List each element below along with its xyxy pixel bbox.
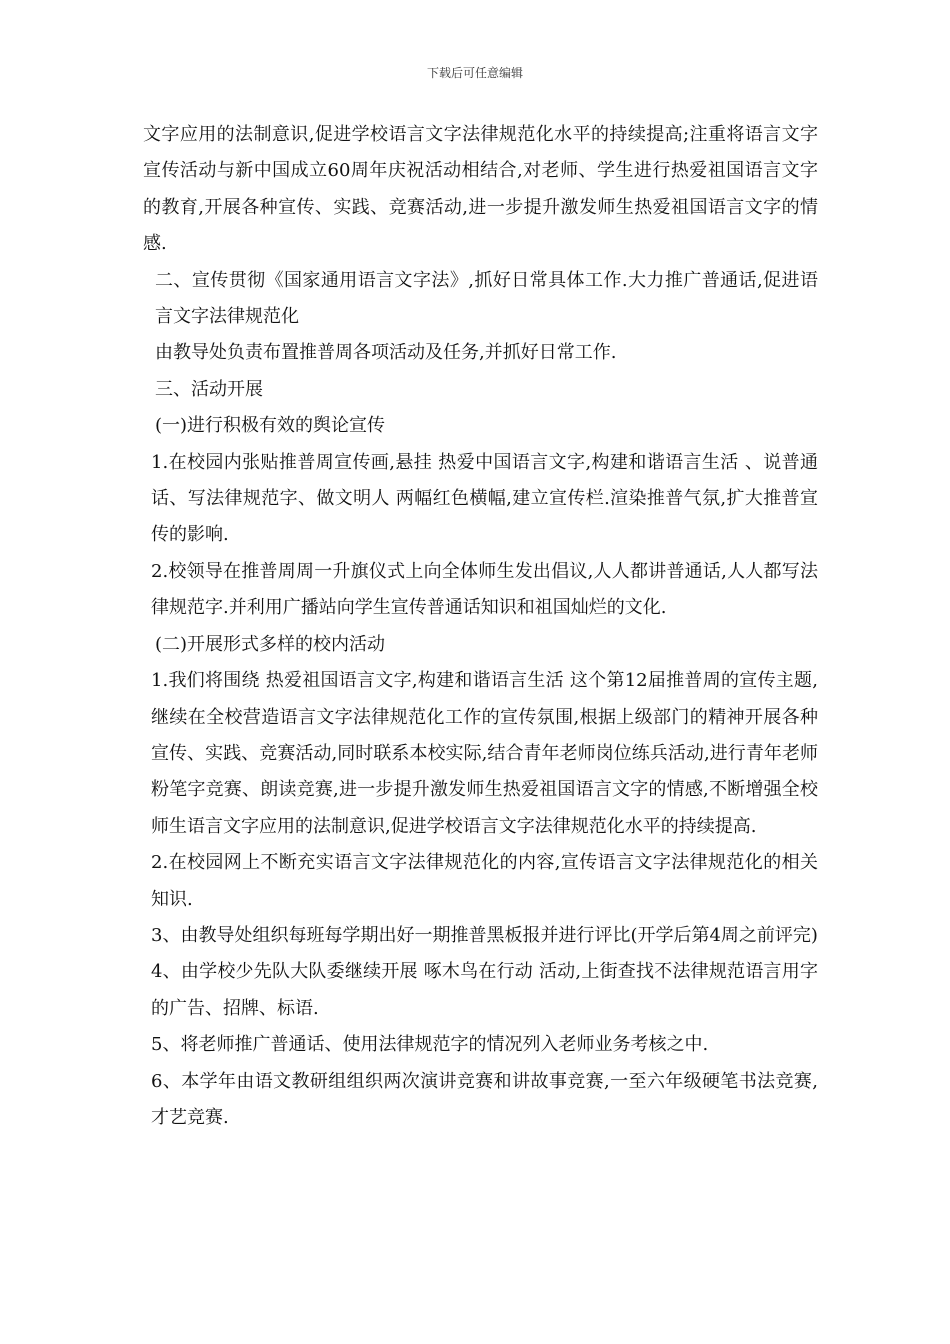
subsection-heading-1: (一)进行积极有效的舆论宣传 (155, 415, 386, 437)
list-item: 2.在校园网上不断充实语言文字法律规范化的内容,宣传语言文字法律规范化的相关知识. (151, 852, 818, 910)
list-item: 1.在校园内张贴推普周宣传画,悬挂 热爱中国语言文字,构建和谐语言生活 、说普通话、写法律规范字、做文明人 两幅红色横幅,建立宣传栏.渲染推普气氛,扩大推普宣传的影响. (151, 451, 818, 546)
paragraph: 由教导处负责布置推普周各项活动及任务,并抓好日常工作. (155, 342, 617, 364)
list-item: 2.校领导在推普周周一升旗仪式上向全体师生发出倡议,人人都讲普通话,人人都写法律规范字.并利用广播站向学生宣传普通话知识和祖国灿烂的文化. (151, 560, 818, 619)
document-body (143, 117, 818, 1136)
list-item: 4、由学校少先队大队委继续开展 啄木鸟在行动 活动,上街查找不法律规范语言用字的广告、招牌、标语. (151, 961, 818, 1019)
list-item: 1.我们将围绕 热爱祖国语言文字,构建和谐语言生活 这个第12届推普周的宣传主题,继续在全校营造语言文字法律规范化工作的宣传氛围,根据上级部门的精神开展各种宣传、实践、竞赛活动,同时联系本校实际,结合青年老师岗位练兵活动,进行青年老师粉笔字竞赛、朗读竞赛,进一步提升激发师生热爱祖国语言文字的情感,不断增强全校师生语言文字应用的法制意识,促进学校语言文字法律规范化水平的持续提高. (151, 670, 818, 837)
paragraph-intro-continued: 文字应用的法制意识,促进学校语言文字法律规范化水平的持续提高;注重将语言文字宣传活动与新中国成立60周年庆祝活动相结合,对老师、学生进行热爱祖国语言文字的教育,开展各种宣传、实践、竞赛活动,进一步提升激发师生热爱祖国语言文字的情感. (143, 124, 818, 255)
list-item: 6、本学年由语文教研组组织两次演讲竞赛和讲故事竞赛,一至六年级硬笔书法竞赛,才艺竞赛. (151, 1070, 818, 1128)
page-header: 下载后可任意编辑 (426, 66, 523, 80)
section-heading-3: 三、活动开展 (155, 378, 263, 400)
subsection-heading-2: (二)开展形式多样的校内活动 (155, 633, 386, 655)
section-heading-2: 二、宣传贯彻《国家通用语言文字法》,抓好日常具体工作.大力推广普通话,促进语言文字法律规范化 (155, 269, 818, 328)
list-item: 3、由教导处组织每班每学期出好一期推普黑板报并进行评比(开学后第4周之前评完) (151, 924, 818, 946)
list-item: 5、将老师推广普通话、使用法律规范字的情况列入老师业务考核之中. (151, 1034, 709, 1056)
